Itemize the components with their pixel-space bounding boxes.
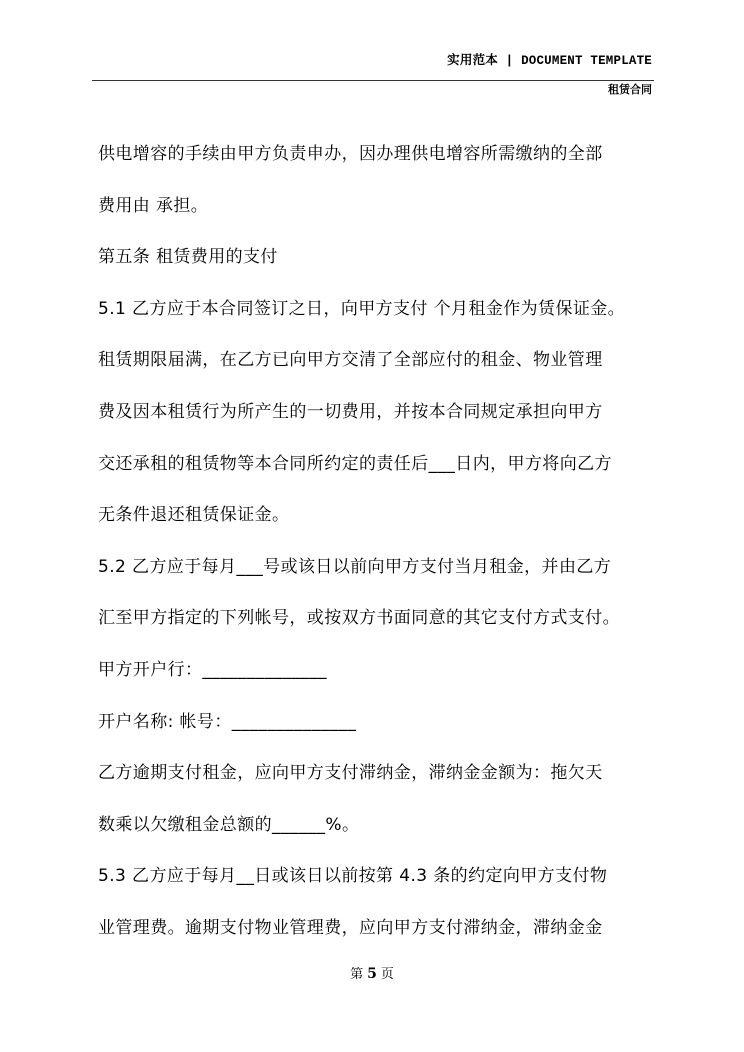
body-line: 供电增容的手续由甲方负责申办，因办理供电增容所需缴纳的全部: [98, 144, 603, 164]
body-line: 交还承租的租赁物等本合同所约定的责任后___日内，甲方将向乙方: [98, 453, 612, 474]
page-footer: [0, 963, 744, 982]
body-line: 业管理费。逾期支付物业管理费，应向甲方支付滞纳金，滞纳金金: [98, 917, 603, 938]
body-line: 乙方逾期支付租金，应向甲方支付滞纳金，滞纳金金额为：拖欠天: [98, 763, 603, 784]
header-divider: [92, 80, 654, 81]
footer-prefix: 第: [350, 967, 364, 982]
document-body: [98, 134, 663, 960]
header-subtitle: 租赁合同: [608, 83, 652, 96]
body-line: 费用由 承担。: [98, 195, 209, 216]
body-line: 5.3 乙方应于每月__日或该日以前按第 4.3 条的约定向甲方支付物: [98, 866, 608, 887]
body-line: 汇至甲方指定的下列帐号，或按双方书面同意的其它支付方式支付。: [98, 608, 620, 629]
body-line: 甲方开户行：______________: [98, 659, 327, 680]
section-heading: 第五条 租赁费用的支付: [98, 247, 278, 268]
body-line: 费及因本租赁行为所产生的一切费用，并按本合同规定承担向甲方: [98, 401, 603, 422]
footer-suffix: 页: [380, 967, 394, 982]
page-number: 5: [367, 966, 377, 982]
body-line: 5.2 乙方应于每月___号或该日以前向甲方支付当月租金，并由乙方: [98, 556, 612, 577]
body-line: 无条件退还租赁保证金。: [98, 505, 290, 526]
body-line: 5.1 乙方应于本合同签订之日，向甲方支付 个月租金作为赁保证金。: [98, 298, 626, 319]
page-header: [447, 50, 652, 97]
header-title: 实用范本 | DOCUMENT TEMPLATE: [447, 54, 652, 68]
body-line: 数乘以欠缴租金总额的______%。: [98, 814, 360, 835]
body-line: 开户名称: 帐号：______________: [98, 711, 357, 732]
body-line: 租赁期限届满，在乙方已向甲方交清了全部应付的租金、物业管理: [98, 350, 603, 371]
